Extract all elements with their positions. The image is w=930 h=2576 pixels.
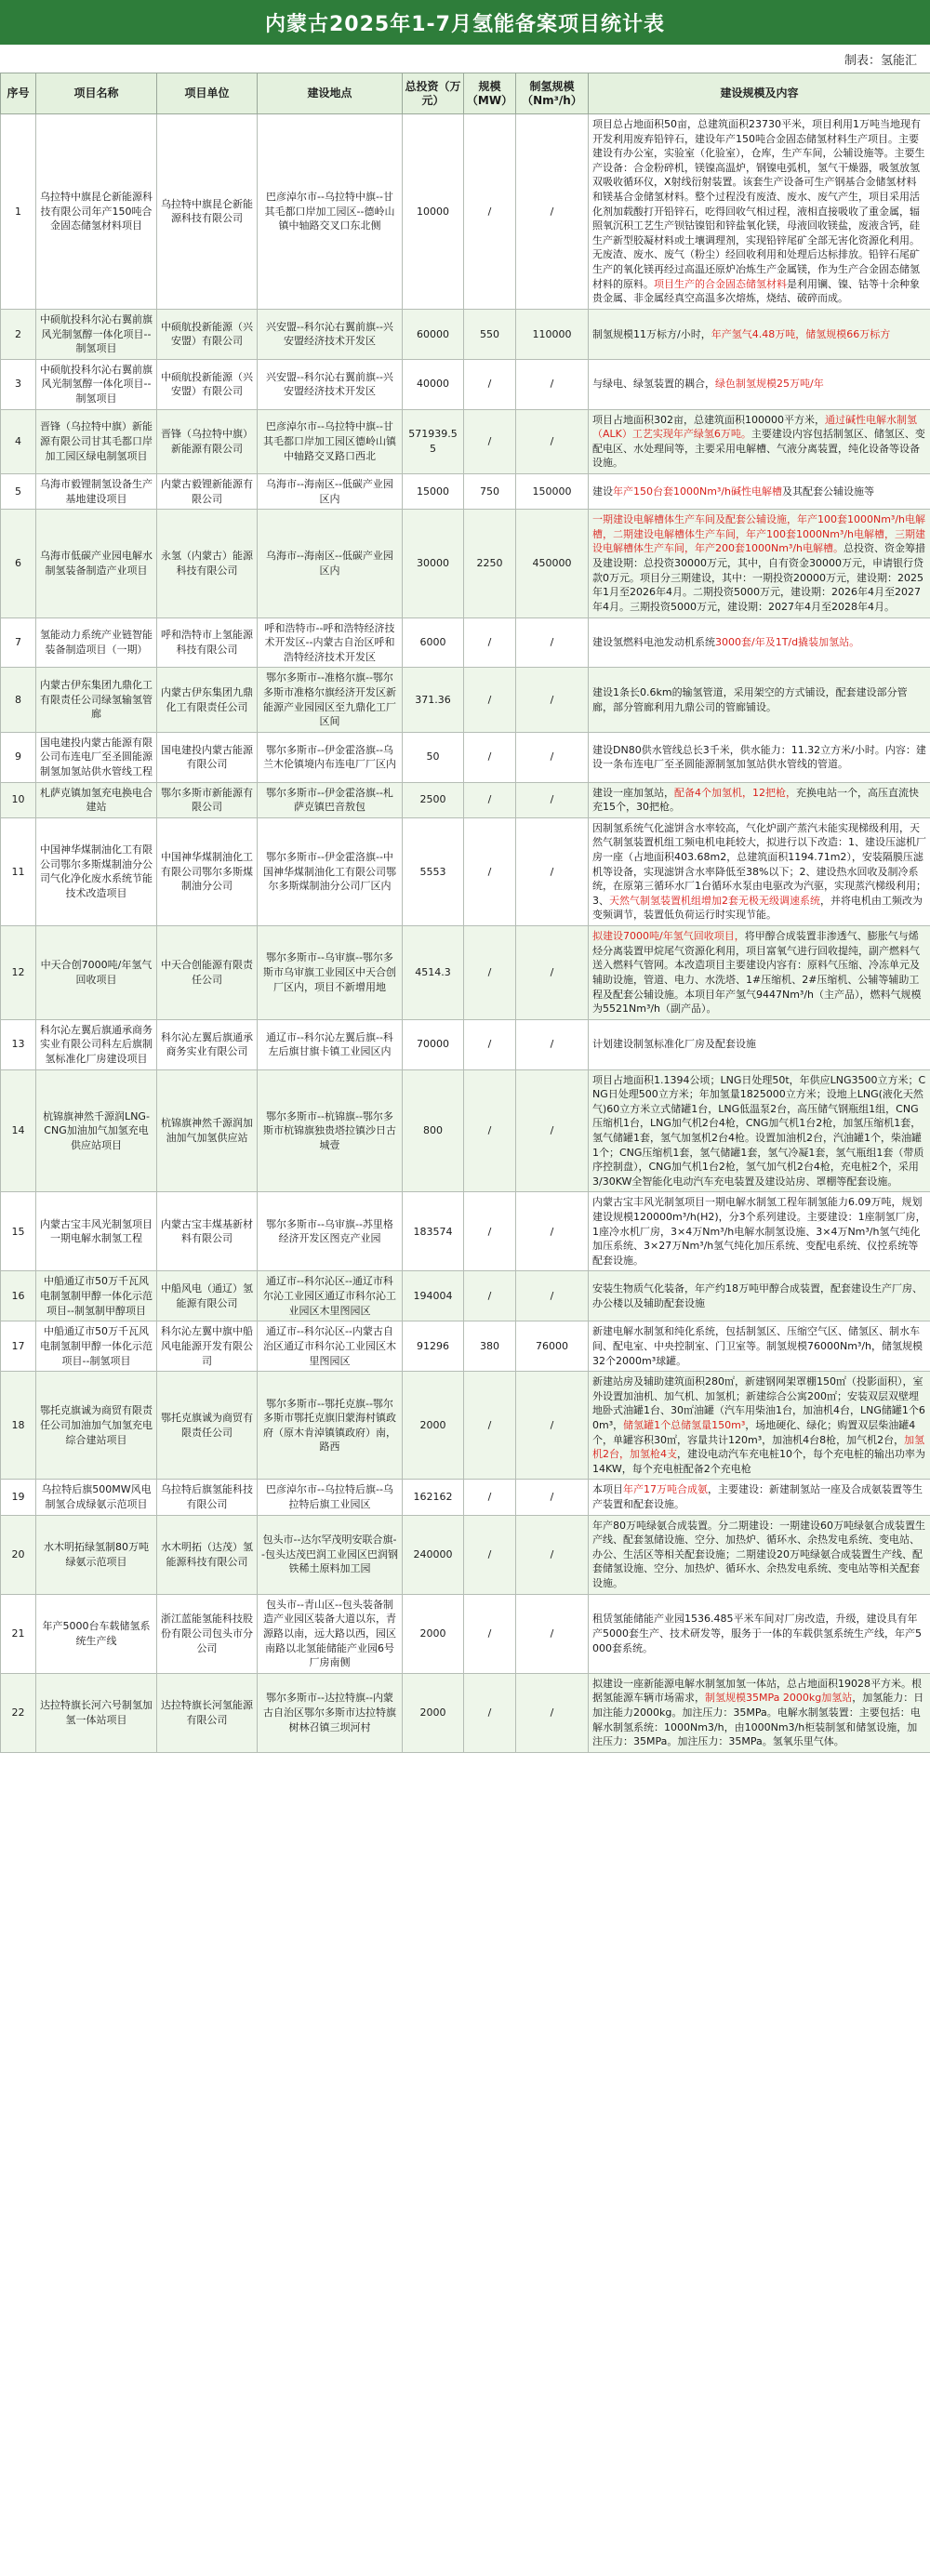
cell-project-name: 鄂托克旗诚为商贸有限责任公司加油加气加氢充电综合建站项目 xyxy=(36,1372,157,1480)
cell-no: 3 xyxy=(1,359,36,409)
cell-investment: 15000 xyxy=(403,474,464,510)
cell-project-unit: 国电建投内蒙古能源有限公司 xyxy=(157,732,258,782)
cell-no: 9 xyxy=(1,732,36,782)
cell-project-unit: 中硕航投新能源（兴安盟）有限公司 xyxy=(157,359,258,409)
cell-project-unit: 杭锦旗神然千源润加油加气加氢供应站 xyxy=(157,1069,258,1192)
cell-scale-mw: / xyxy=(464,732,516,782)
cell-site: 巴彦淖尔市--乌拉特中旗--甘其毛都口岸加工园区--德岭山镇中轴路交叉口东北侧 xyxy=(258,114,403,310)
content-highlight: 配备4个加氢机，12把枪， xyxy=(674,786,796,799)
cell-project-name: 杭锦旗神然千源润LNG-CNG加油加气加氢充电供应站项目 xyxy=(36,1069,157,1192)
cell-investment: 91296 xyxy=(403,1321,464,1372)
cell-project-name: 乌拉特中旗昆仑新能源科技有限公司年产150吨合金固态储氢材料项目 xyxy=(36,114,157,310)
content-text: ，主要建设：新建制氢站一座及合成氨装置等生产装置和配套设施。 xyxy=(592,1483,923,1511)
cell-no: 18 xyxy=(1,1372,36,1480)
cell-no: 8 xyxy=(1,668,36,732)
cell-site: 鄂尔多斯市--伊金霍洛旗--札萨克镇巴音敖包 xyxy=(258,782,403,817)
cell-project-name: 中硕航投科尔沁右翼前旗风光制氢醇一体化项目--制氢项目 xyxy=(36,309,157,359)
cell-no: 21 xyxy=(1,1594,36,1673)
table-row xyxy=(1,1069,930,1192)
cell-project-name: 中天合创7000吨/年氢气回收项目 xyxy=(36,926,157,1020)
table-row xyxy=(1,1192,930,1271)
cell-project-unit: 中硕航投新能源（兴安盟）有限公司 xyxy=(157,309,258,359)
content-highlight: 一期建设电解槽体生产车间及配套公辅设施，年产100套1000Nm³/h电解槽，二期建设电解槽体生产车间，年产100套1000Nm³/h电解槽，三期建设电解槽体生产车间，年产200套1000Nm³/h电解槽。 xyxy=(592,513,926,555)
cell-project-name: 中船通辽市50万千瓦风电制氢制甲醇一体化示范项目--制氢项目 xyxy=(36,1321,157,1372)
cell-no: 19 xyxy=(1,1480,36,1515)
cell-no: 15 xyxy=(1,1192,36,1271)
content-highlight: 通过碱性电解水制氢（ALK）工艺实现年产绿氢6万吨。 xyxy=(592,413,917,441)
cell-investment: 371.36 xyxy=(403,668,464,732)
table-row xyxy=(1,359,930,409)
cell-no: 4 xyxy=(1,409,36,473)
cell-project-name: 水木明拓绿氢制80万吨绿氨示范项目 xyxy=(36,1515,157,1594)
content-text: ，并将电机由工频改为变频调节，装置低负荷运行时实现节能。 xyxy=(592,894,923,922)
cell-no: 5 xyxy=(1,474,36,510)
cell-project-unit: 永氢（内蒙古）能源科技有限公司 xyxy=(157,510,258,617)
content-text: 内蒙古宝丰风光制氢项目一期电解水制氢工程年制氢能力6.09万吨，规划建设规模120000m³/h(H2)，分3个系列建设。主要建设：1座制氢厂房，1座冷水机厂房，3×4万Nm³/h电解水制氢设施、3×4万Nm³/h氢气纯化加压系统、3×27万Nm³/h氢气纯化加压系统、变配电系统、仪控系统等配套设施。 xyxy=(592,1196,926,1267)
cell-h2-scale: / xyxy=(516,1515,589,1594)
cell-no: 17 xyxy=(1,1321,36,1372)
cell-investment: 6000 xyxy=(403,617,464,668)
cell-scale-mw: / xyxy=(464,1673,516,1752)
cell-project-name: 年产5000台车载储氢系统生产线 xyxy=(36,1594,157,1673)
cell-project-unit: 呼和浩特市上氢能源科技有限公司 xyxy=(157,617,258,668)
cell-h2-scale: / xyxy=(516,617,589,668)
table-row xyxy=(1,817,930,925)
cell-investment: 4514.3 xyxy=(403,926,464,1020)
header-h2: 制氢规模（Nm³/h） xyxy=(516,73,589,114)
content-text: 制氢规模11万标方/小时， xyxy=(592,327,711,340)
cell-scale-mw: / xyxy=(464,1372,516,1480)
cell-content xyxy=(589,926,930,1020)
cell-site: 包头市--青山区--包头装备制造产业园区装备大道以东，青源路以南，远大路以西，园区南路以北氢能储能产业园6号厂房南侧 xyxy=(258,1594,403,1673)
cell-content xyxy=(589,817,930,925)
content-text: 建设一座加氢站， xyxy=(592,786,674,799)
cell-investment: 240000 xyxy=(403,1515,464,1594)
cell-project-name: 乌海市低碳产业园电解水制氢装备制造产业项目 xyxy=(36,510,157,617)
content-highlight: 加氢机2台，加氢枪4支 xyxy=(592,1433,925,1461)
cell-no: 14 xyxy=(1,1069,36,1192)
cell-content xyxy=(589,359,930,409)
cell-h2-scale: / xyxy=(516,1271,589,1321)
cell-h2-scale: / xyxy=(516,1069,589,1192)
table-body xyxy=(1,114,930,1753)
content-text: 是利用镧、镍、钴等十余种象贵金属、非金属经真空高温多次熔炼，烧结、破碎而成。 xyxy=(592,277,920,305)
cell-project-unit: 中天合创能源有限责任公司 xyxy=(157,926,258,1020)
cell-content xyxy=(589,1069,930,1192)
content-text: 租赁氢能储能产业园1536.485平米车间对厂房改造，升级，建设具有年产5000套生产、技术研发等，服务于一体的车载供氢系统生产线，年产5000套系统。 xyxy=(592,1613,922,1654)
content-highlight: 项目生产的合金固态储氢材料 xyxy=(654,277,787,290)
cell-project-unit: 乌拉特后旗氢能科技有限公司 xyxy=(157,1480,258,1515)
content-text: 计划建设制氢标准化厂房及配套设施 xyxy=(592,1038,756,1051)
cell-h2-scale: / xyxy=(516,926,589,1020)
cell-scale-mw: / xyxy=(464,359,516,409)
cell-investment: 50 xyxy=(403,732,464,782)
cell-project-name: 晋锋（乌拉特中旗）新能源有限公司甘其毛都口岸加工园区绿电制氢项目 xyxy=(36,409,157,473)
cell-h2-scale: 450000 xyxy=(516,510,589,617)
cell-site: 包头市--达尔罕茂明安联合旗--包头达茂巴润工业园区巴润钢铁稀土原料加工园 xyxy=(258,1515,403,1594)
cell-scale-mw: 750 xyxy=(464,474,516,510)
cell-scale-mw: 550 xyxy=(464,309,516,359)
cell-h2-scale: 150000 xyxy=(516,474,589,510)
cell-site: 乌海市--海南区--低碳产业园区内 xyxy=(258,510,403,617)
cell-site: 通辽市--科尔沁左翼后旗--科左后旗甘旗卡镇工业园区内 xyxy=(258,1019,403,1069)
cell-content xyxy=(589,474,930,510)
cell-project-name: 中船通辽市50万千瓦风电制氢制甲醇一体化示范项目--制氢制甲醇项目 xyxy=(36,1271,157,1321)
content-text: 项目占地面积1.1394公顷；LNG日处理50t，年供应LNG3500立方米；CNG日处理500立方米；年加氢量1825000立方米；设地上LNG(液化天然气)60立方米立式储罐1台，LNG低温泵2台，高压储气钢瓶组1组，CNG压缩机1台，LNG加气机2台4枪，CNG加气机1台2枪，加氢压缩机1套，氢气储罐1套，氢气加氢机2台4枪。设置加油机2台，汽油罐1个，柴油罐1个；CNG压缩机1套，氢气储罐1套，氢气冷凝1套，氢气瓶组1套（带质序控制盘），CNG加气机1台2枪，氢气加气机2台4枪，充电桩2个，采用3/30KW全智能化电动汽车充电装置及建设站房、罩棚等配套设施。 xyxy=(592,1073,926,1188)
content-text: 建设DN80供水管线总长3千米，供水能力：11.32立方米/小时。内容：建设一条布连电厂至圣圆能源制氢加氢站供水管线的管道。 xyxy=(592,743,926,771)
cell-project-name: 科尔沁左翼后旗通承商务实业有限公司科左后旗制氢标准化厂房建设项目 xyxy=(36,1019,157,1069)
table-row xyxy=(1,926,930,1020)
cell-investment: 800 xyxy=(403,1069,464,1192)
content-text: 与绿电、绿氢装置的耦合， xyxy=(592,378,715,391)
cell-content xyxy=(589,1321,930,1372)
cell-site: 鄂尔多斯市--杭锦旗--鄂尔多斯市杭锦旗独贵塔拉镇沙日古城壹 xyxy=(258,1069,403,1192)
cell-site: 鄂尔多斯市--乌审旗--苏里格经济开发区图克产业园 xyxy=(258,1192,403,1271)
cell-h2-scale: / xyxy=(516,668,589,732)
cell-project-unit: 内蒙古宝丰煤基新材料有限公司 xyxy=(157,1192,258,1271)
table-row xyxy=(1,474,930,510)
cell-content xyxy=(589,510,930,617)
cell-site: 鄂尔多斯市--达拉特旗--内蒙古自治区鄂尔多斯市达拉特旗树林召镇三坝河村 xyxy=(258,1673,403,1752)
cell-content xyxy=(589,1019,930,1069)
cell-no: 7 xyxy=(1,617,36,668)
cell-no: 1 xyxy=(1,114,36,310)
cell-project-unit: 内蒙古伊东集团九鼎化工有限责任公司 xyxy=(157,668,258,732)
cell-project-unit: 水木明拓（达茂）氢能源科技有限公司 xyxy=(157,1515,258,1594)
cell-project-name: 内蒙古伊东集团九鼎化工有限责任公司绿氢输氢管廊 xyxy=(36,668,157,732)
content-highlight: 年产150台套1000Nm³/h碱性电解槽 xyxy=(613,485,783,498)
content-text: 新建站房及辅助建筑面积280㎡，新建钢网架罩棚150㎡（投影面积），室外设置加油机、加气机、加氢机；新建综合公寓200㎡；安装双层双壁埋地卧式油罐1台、30㎡油罐（汽车用柴油1台，加油机4台，LNG储罐1个60m³， xyxy=(592,1375,925,1431)
cell-scale-mw: / xyxy=(464,1594,516,1673)
cell-h2-scale: / xyxy=(516,1673,589,1752)
cell-site: 呼和浩特市--呼和浩特经济技术开发区--内蒙古自治区呼和浩特经济技术开发区 xyxy=(258,617,403,668)
cell-scale-mw: / xyxy=(464,1271,516,1321)
content-text: 拟建设一座新能源电解水制氢加氢一体站，总占地面积19028平方米。根据氢能源车辆市场需求， xyxy=(592,1677,922,1705)
cell-scale-mw: / xyxy=(464,817,516,925)
cell-content xyxy=(589,1372,930,1480)
cell-h2-scale: / xyxy=(516,1192,589,1271)
cell-content xyxy=(589,1271,930,1321)
table-row xyxy=(1,732,930,782)
cell-project-name: 中国神华煤制油化工有限公司鄂尔多斯煤制油分公司气化净化废水系统节能技术改造项目 xyxy=(36,817,157,925)
content-text: 年产80万吨绿氨合成装置。分二期建设：一期建设60万吨绿氨合成装置生产线、配套氢储设施、空分、加热炉、循环水、余热发电系统、变电站、办公、生活区等相关配套设施；二期建设20万吨绿氨合成装置生产线、配套储氢设施、空分、加热炉、循环水、余热发电系统、变电站等相关配套设施。 xyxy=(592,1519,925,1590)
cell-scale-mw: / xyxy=(464,668,516,732)
cell-project-name: 乌海市毅锂制氢设备生产基地建设项目 xyxy=(36,474,157,510)
cell-project-unit: 晋锋（乌拉特中旗）新能源有限公司 xyxy=(157,409,258,473)
cell-h2-scale: / xyxy=(516,732,589,782)
cell-site: 鄂尔多斯市--准格尔旗--鄂尔多斯市准格尔旗经济开发区新能源产业园园区至九鼎化工厂区间 xyxy=(258,668,403,732)
content-text: 因制氢系统气化滤饼含水率较高，气化炉副产蒸汽未能实现梯级利用，天然气制氢装置机组工频电机电耗较大，拟进行以下改造：1、建设压滤机厂房一座（占地面积403.68m2，总建筑面积1194.71m2），安装隔膜压滤机等设备，实现滤饼含水率降低至38%以下；2、建设热水回收及制冷系统，在原第三循环水厂1台循环水泵由电驱改为汽驱，实现蒸汽梯级利用；3、 xyxy=(592,821,926,907)
page-title: 内蒙古2025年1-7月氢能备案项目统计表 xyxy=(0,0,930,45)
table-row xyxy=(1,114,930,310)
header-site: 建设地点 xyxy=(258,73,403,114)
content-text: 新建电解水制氢和纯化系统，包括制氢区、压缩空气区、储氢区、制水车间、配电室、中央控制室、门卫室等。制氢规模76000Nm³/h，储氢规模32个2000m³球罐。 xyxy=(592,1325,923,1367)
cell-content xyxy=(589,1480,930,1515)
cell-content xyxy=(589,1673,930,1752)
cell-investment: 2000 xyxy=(403,1594,464,1673)
cell-no: 11 xyxy=(1,817,36,925)
cell-scale-mw: / xyxy=(464,926,516,1020)
content-text: ，建设电动汽车充电桩10个，每个充电桩的输出功率为14KW，每个充电桩配备2个充电枪 xyxy=(592,1448,925,1475)
table-header-row xyxy=(1,73,930,114)
content-text: 项目总占地面积50亩，总建筑面积23730平米，项目利用1万吨当地现有开发利用废弃铅锌石，建设年产150吨合金固态储氢材料生产项目。主要建设有办公室，实验室（化验室），仓库，生产车间，公辅设施等。主要生产设备：合金粉碎机，镁镍高温炉，钢镍电弧机，氢气干燥器，吸氢放氢双吸收循环仪，X射线衍射装置。该套生产设备可生产钢基合金储氢材料和镁基合金储氢材料。整个过程没有废渣、废水、废气产生，项目采用活化剂加载酸打开铅锌石，吃得回收气相过程，液相直接吸收了重金属，辐照氧沉积工艺生产钡钴镍铝和锌盐氧化镁，母液回收镁盐，废液含钙，硅生产新型胶凝材料或土壤调理剂，实现铅锌尾矿全部无害化资源化利用。无废渣、废水、废气（粉尘）经回收利用和处理后达标排放。铅锌石尾矿生产的氧化镁再经过高温还原炉冶炼生产金属镁，作为生产合金固态储氢材料的原料。 xyxy=(592,118,925,290)
content-highlight: 拟建设7000吨/年氢气回收项目， xyxy=(592,930,745,943)
cell-scale-mw: / xyxy=(464,1515,516,1594)
table-row xyxy=(1,617,930,668)
cell-site: 鄂尔多斯市--伊金霍洛旗--中国神华煤制油化工有限公司鄂尔多斯煤制油分公司厂区内 xyxy=(258,817,403,925)
content-highlight: 年产氢气4.48万吨，储氢规模66万标方 xyxy=(711,327,891,340)
cell-investment: 183574 xyxy=(403,1192,464,1271)
cell-h2-scale: / xyxy=(516,1372,589,1480)
cell-no: 10 xyxy=(1,782,36,817)
content-highlight: 绿色制氢规模25万吨/年 xyxy=(715,378,824,391)
content-highlight: 储氢罐1个总储氢量150m³ xyxy=(623,1418,746,1431)
cell-project-name: 中硕航投科尔沁右翼前旗风光制氢醇一体化项目--制氢项目 xyxy=(36,359,157,409)
content-text: ，加氢能力：日加注能力2000kg。加注压力：35MPa。电解水制氢装置：主要包括：电解水制氢系统：1000Nm3/h，由1000Nm3/h柜装制氢和储氢设施，加注压力：35MPa。加注压力：35MPa。氢氧乐里气体。 xyxy=(592,1692,924,1748)
cell-scale-mw: / xyxy=(464,617,516,668)
cell-no: 12 xyxy=(1,926,36,1020)
cell-project-name: 内蒙古宝丰风光制氢项目一期电解水制氢工程 xyxy=(36,1192,157,1271)
cell-content xyxy=(589,1515,930,1594)
cell-site: 兴安盟--科尔沁右翼前旗--兴安盟经济技术开发区 xyxy=(258,359,403,409)
content-highlight: 制氢规模35MPa 2000kg加氢站 xyxy=(705,1692,853,1705)
cell-investment: 571939.55 xyxy=(403,409,464,473)
cell-site: 巴彦淖尔市--乌拉特中旗--甘其毛都口岸加工园区德岭山镇中轴路交叉路口西北 xyxy=(258,409,403,473)
cell-content xyxy=(589,1594,930,1673)
table-row xyxy=(1,1594,930,1673)
cell-project-unit: 中国神华煤制油化工有限公司鄂尔多斯煤制油分公司 xyxy=(157,817,258,925)
cell-content xyxy=(589,668,930,732)
cell-project-unit: 内蒙古毅锂新能源有限公司 xyxy=(157,474,258,510)
cell-project-unit: 乌拉特中旗昆仑新能源科技有限公司 xyxy=(157,114,258,310)
cell-h2-scale: / xyxy=(516,1480,589,1515)
header-no: 序号 xyxy=(1,73,36,114)
cell-site: 通辽市--科尔沁区--内蒙古自治区通辽市科尔沁工业园区木里图园区 xyxy=(258,1321,403,1372)
cell-no: 6 xyxy=(1,510,36,617)
cell-h2-scale: / xyxy=(516,782,589,817)
cell-h2-scale: / xyxy=(516,359,589,409)
content-text: 及其配套公辅设施等 xyxy=(782,485,875,498)
cell-site: 通辽市--科尔沁区--通辽市科尔沁工业园区通辽市科尔沁工业园区木里图园区 xyxy=(258,1271,403,1321)
content-highlight: 年产17万吨合成氨 xyxy=(623,1483,708,1496)
content-text: 本项目 xyxy=(592,1483,623,1496)
cell-scale-mw: / xyxy=(464,1192,516,1271)
cell-content xyxy=(589,309,930,359)
content-text: 安装生物质气化装备，年产约18万吨甲醇合成装置，配套建设生产厂房、办公楼以及辅助配套设施 xyxy=(592,1282,923,1309)
table-row xyxy=(1,1019,930,1069)
header-name: 项目名称 xyxy=(36,73,157,114)
cell-scale-mw: 380 xyxy=(464,1321,516,1372)
cell-investment: 10000 xyxy=(403,114,464,310)
cell-h2-scale: / xyxy=(516,1594,589,1673)
table-row xyxy=(1,1372,930,1480)
cell-scale-mw: / xyxy=(464,782,516,817)
cell-site: 鄂尔多斯市--鄂托克旗--鄂尔多斯市鄂托克旗旧蒙海村镇政府（原木肯淖镇镇政府）南，路西 xyxy=(258,1372,403,1480)
cell-project-name: 国电建投内蒙古能源有限公司布连电厂至圣圆能源制氢加氢站供水管线工程 xyxy=(36,732,157,782)
cell-content xyxy=(589,114,930,310)
cell-no: 2 xyxy=(1,309,36,359)
content-highlight: 3000套/年及1T/d撬装加氢站。 xyxy=(715,636,860,649)
cell-site: 兴安盟--科尔沁右翼前旗--兴安盟经济技术开发区 xyxy=(258,309,403,359)
cell-project-name: 札萨克镇加氢充电换电合建站 xyxy=(36,782,157,817)
table-row xyxy=(1,1673,930,1752)
content-text: 总投资、资金筹措及建设期：总投资30000万元，其中，自有资金30000万元，申请银行贷款0万元。项目分三期建设，其中：一期投资20000万元，建设期：2025年1月至2026年4月。二期投资5000万元，建设期：2026年4月至2027年4月。三期投资5000万元，建设期：2027年4月至2028年4月。 xyxy=(592,542,926,613)
cell-site: 鄂尔多斯市--伊金霍洛旗--乌兰木伦镇境内布连电厂厂区内 xyxy=(258,732,403,782)
cell-investment: 2000 xyxy=(403,1673,464,1752)
project-table xyxy=(0,73,930,1753)
cell-h2-scale: 110000 xyxy=(516,309,589,359)
table-row xyxy=(1,309,930,359)
content-text: 将甲醇合成装置非渗透气、膨胀气与烯烃分离装置甲烷尾气资源化利用，项目富氧气进行回收提纯，副产燃料气送入燃料气管网。本改造项目主要建设内容有：原料气压缩、冷冻单元及辅助设施，管道、电力、水洗塔、1#压缩机、2#压缩机、公辅等辅助工程及配套公辅设施。本项目年产氢气9447Nm³/h（主产品），燃料气规模为5521Nm³/h（副产品）。 xyxy=(592,930,922,1016)
cell-content xyxy=(589,782,930,817)
cell-site: 鄂尔多斯市--乌审旗--鄂尔多斯市乌审旗工业园区中天合创厂区内，项目不新增用地 xyxy=(258,926,403,1020)
cell-investment: 70000 xyxy=(403,1019,464,1069)
table-row xyxy=(1,1321,930,1372)
content-text: 建设1条长0.6km的输氢管道，采用架空的方式铺设，配套建设部分管廊，部分管廊利用九鼎公司的管廊铺设。 xyxy=(592,685,908,713)
content-text: 项目占地面积302亩，总建筑面积100000平方米， xyxy=(592,413,825,426)
cell-h2-scale: / xyxy=(516,114,589,310)
cell-h2-scale: 76000 xyxy=(516,1321,589,1372)
cell-investment: 162162 xyxy=(403,1480,464,1515)
cell-investment: 60000 xyxy=(403,309,464,359)
table-maker: 制表：氢能汇 xyxy=(844,53,917,68)
cell-no: 20 xyxy=(1,1515,36,1594)
content-text: 建设 xyxy=(592,485,613,498)
content-text: ，场地硬化、绿化；购置双层柴油罐4个，单罐容积30㎡，容量共计120m³，加油机4台8枪，加气机2台， xyxy=(592,1418,916,1446)
cell-scale-mw: / xyxy=(464,409,516,473)
cell-project-unit: 科尔沁左翼后旗通承商务实业有限公司 xyxy=(157,1019,258,1069)
cell-investment: 2500 xyxy=(403,782,464,817)
cell-site: 巴彦淖尔市--乌拉特后旗--乌拉特后旗工业园区 xyxy=(258,1480,403,1515)
table-row xyxy=(1,409,930,473)
cell-h2-scale: / xyxy=(516,1019,589,1069)
cell-content xyxy=(589,732,930,782)
table-row xyxy=(1,1515,930,1594)
cell-scale-mw: 2250 xyxy=(464,510,516,617)
cell-investment: 5553 xyxy=(403,817,464,925)
header-content: 建设规模及内容 xyxy=(589,73,930,114)
cell-no: 13 xyxy=(1,1019,36,1069)
content-text: 主要建设内容包括制氢区、储氢区、变配电区、水处理间等，主要采用电解槽、气液分离装置，纯化设备等设备设施。 xyxy=(592,428,925,470)
cell-project-unit: 鄂尔多斯市新能源有限公司 xyxy=(157,782,258,817)
cell-content xyxy=(589,409,930,473)
table-row xyxy=(1,1271,930,1321)
cell-scale-mw: / xyxy=(464,1480,516,1515)
cell-h2-scale: / xyxy=(516,817,589,925)
cell-project-name: 乌拉特后旗500MW风电制氢合成绿氨示范项目 xyxy=(36,1480,157,1515)
cell-content xyxy=(589,1192,930,1271)
content-text: 建设氢燃料电池发动机系统 xyxy=(592,636,715,649)
header-invest: 总投资（万元） xyxy=(403,73,464,114)
content-highlight: 天然气制氢装置机组增加2套无极无级调速系统 xyxy=(609,894,820,907)
cell-project-unit: 达拉特旗长河氢能源有限公司 xyxy=(157,1673,258,1752)
header-mw: 规模（MW） xyxy=(464,73,516,114)
cell-h2-scale: / xyxy=(516,409,589,473)
cell-project-unit: 科尔沁左翼中旗中船风电能源开发有限公司 xyxy=(157,1321,258,1372)
cell-scale-mw: / xyxy=(464,114,516,310)
cell-project-unit: 鄂托克旗诚为商贸有限责任公司 xyxy=(157,1372,258,1480)
cell-project-name: 氢能动力系统产业链智能装备制造项目（一期） xyxy=(36,617,157,668)
cell-content xyxy=(589,617,930,668)
cell-investment: 40000 xyxy=(403,359,464,409)
cell-investment: 2000 xyxy=(403,1372,464,1480)
cell-no: 16 xyxy=(1,1271,36,1321)
cell-investment: 30000 xyxy=(403,510,464,617)
cell-scale-mw: / xyxy=(464,1069,516,1192)
cell-project-unit: 浙江蓝能氢能科技股份有限公司包头市分公司 xyxy=(157,1594,258,1673)
table-row xyxy=(1,782,930,817)
content-text: 充换电站一个，高压直流快充15个，30把枪。 xyxy=(592,786,919,814)
cell-no: 22 xyxy=(1,1673,36,1752)
table-row xyxy=(1,1480,930,1515)
cell-project-name: 达拉特旗长河六号制氢加氢一体站项目 xyxy=(36,1673,157,1752)
cell-investment: 194004 xyxy=(403,1271,464,1321)
cell-site: 乌海市--海南区--低碳产业园区内 xyxy=(258,474,403,510)
header-unit: 项目单位 xyxy=(157,73,258,114)
cell-scale-mw: / xyxy=(464,1019,516,1069)
cell-project-unit: 中船风电（通辽）氢能源有限公司 xyxy=(157,1271,258,1321)
table-row xyxy=(1,510,930,617)
table-row xyxy=(1,668,930,732)
